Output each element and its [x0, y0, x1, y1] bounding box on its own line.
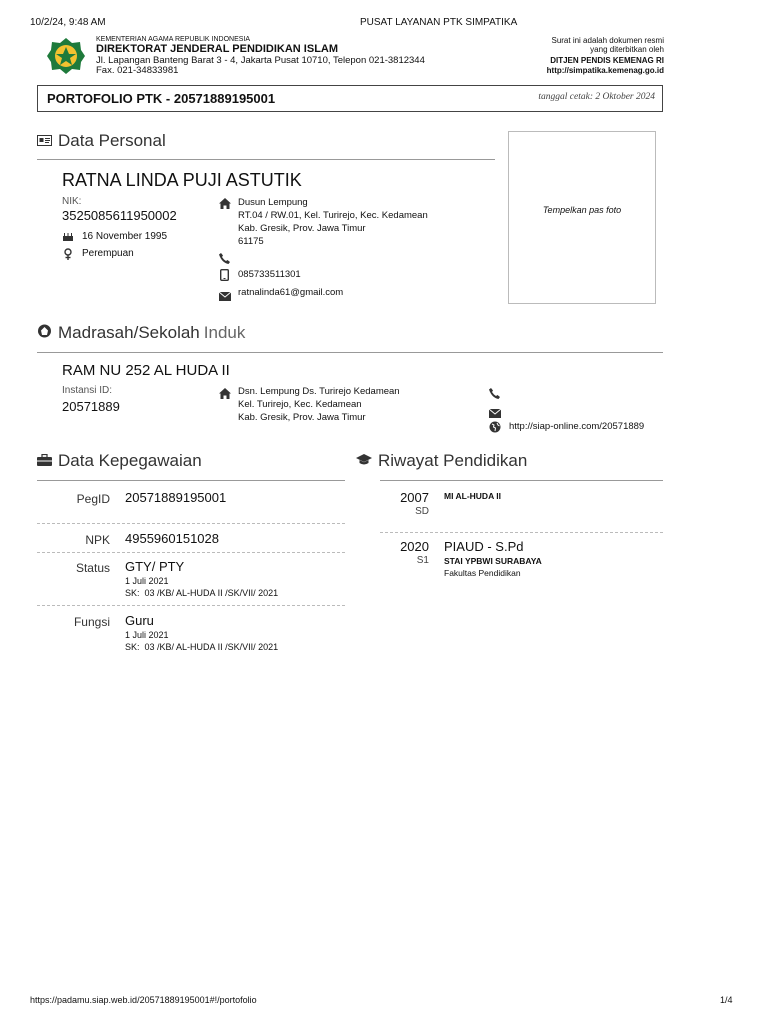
- pegid-value: 20571889195001: [125, 490, 227, 505]
- divider: [37, 605, 345, 606]
- nik-value: 3525085611950002: [62, 208, 177, 223]
- instansi-label: Instansi ID:: [62, 385, 113, 396]
- phone-icon: [219, 251, 230, 269]
- birthday-cake-icon: [62, 229, 74, 247]
- ministry-name: KEMENTERIAN AGAMA REPUBLIK INDONESIA: [96, 36, 251, 43]
- personal-email[interactable]: ratnalinda61@gmail.com: [238, 287, 344, 298]
- official-note-2: yang diterbitkan oleh: [590, 45, 664, 54]
- graduation-cap-icon: [356, 451, 372, 471]
- mobile-icon: [220, 268, 229, 286]
- photo-placeholder: [508, 131, 656, 304]
- gender: Perempuan: [82, 248, 134, 259]
- birth-date: 16 November 1995: [82, 231, 168, 242]
- fungsi-value: Guru: [125, 613, 154, 628]
- id-card-icon: [37, 131, 52, 151]
- school-section-title: Madrasah/Sekolah Induk: [37, 323, 245, 343]
- person-name: RATNA LINDA PUJI ASTUTIK: [62, 170, 302, 190]
- personal-mobile: 085733511301: [238, 269, 301, 280]
- school-website[interactable]: http://siap-online.com/20571889: [509, 421, 645, 432]
- status-date: 1 Juli 2021: [125, 576, 169, 586]
- npk-label: NPK: [85, 533, 110, 547]
- phone-icon: [489, 386, 500, 404]
- divider: [37, 352, 663, 353]
- edu-institution: MI AL-HUDA II: [444, 491, 501, 501]
- fungsi-label: Fungsi: [73, 615, 110, 629]
- divider: [380, 532, 663, 533]
- home-icon: [219, 196, 231, 214]
- email-icon: [219, 288, 231, 306]
- kemenag-logo: [46, 37, 86, 75]
- education-section-title: Riwayat Pendidikan: [356, 451, 527, 471]
- pegid-label: PegID: [76, 492, 110, 506]
- header-address: Jl. Lapangan Banteng Barat 3 - 4, Jakarta Pusat 10710, Telepon 021-3812344: [96, 55, 425, 66]
- npk-value: 4955960151028: [125, 531, 219, 546]
- personal-section-title: Data Personal: [37, 131, 166, 151]
- divider: [37, 159, 495, 160]
- directorate-name: DIREKTORAT JENDERAL PENDIDIKAN ISLAM: [96, 43, 339, 55]
- fungsi-date: 1 Juli 2021: [125, 630, 169, 640]
- school-name: RAM NU 252 AL HUDA II: [62, 362, 230, 379]
- edu-program: PIAUD - S.Pd: [444, 539, 524, 554]
- portfolio-header: [37, 85, 663, 112]
- edu-year: 2007: [400, 490, 429, 505]
- status-sk: SK: 03 /KB/ AL-HUDA II /SK/VII/ 2021: [125, 588, 279, 598]
- divider: [37, 480, 345, 481]
- issuer-website: http://simpatika.kemenag.go.id: [546, 66, 664, 75]
- briefcase-icon: [37, 451, 52, 471]
- print-page-count: 1/4: [720, 995, 733, 1005]
- print-date: tanggal cetak: 2 Oktober 2024: [538, 92, 655, 102]
- personal-address: Dusun Lempung RT.04 / RW.01, Kel. Turirejo, Kec. Kedamean Kab. Gresik, Prov. Jawa Timur 61175: [238, 197, 428, 247]
- school-icon: [37, 323, 52, 343]
- photo-placeholder-text: Tempelkan pas foto: [542, 205, 622, 215]
- status-value: GTY/ PTY: [125, 559, 185, 574]
- divider: [37, 552, 345, 553]
- divider: [380, 480, 663, 481]
- nik-label: NIK:: [62, 196, 82, 207]
- edu-institution: STAI YPBWI SURABAYA: [444, 556, 542, 566]
- print-url[interactable]: https://padamu.siap.web.id/20571889195001#!/portofolio: [30, 995, 257, 1005]
- divider: [37, 523, 345, 524]
- issuer: DITJEN PENDIS KEMENAG RI: [550, 56, 664, 65]
- edu-faculty: Fakultas Pendidikan: [444, 568, 521, 578]
- edu-level: S1: [416, 555, 429, 566]
- fungsi-sk: SK: 03 /KB/ AL-HUDA II /SK/VII/ 2021: [125, 642, 279, 652]
- header-fax: Fax. 021-34833981: [96, 65, 179, 76]
- home-icon: [219, 386, 231, 404]
- edu-level: SD: [415, 506, 429, 517]
- female-icon: [62, 247, 74, 265]
- school-address: Dsn. Lempung Ds. Turirejo Kedamean Kel. Turirejo, Kec. Kedamean Kab. Gresik, Prov. Jawa Timur: [238, 386, 400, 423]
- portfolio-title: PORTOFOLIO PTK - 20571889195001: [47, 91, 276, 106]
- print-page-title: PUSAT LAYANAN PTK SIMPATIKA: [360, 17, 518, 28]
- instansi-id: 20571889: [62, 399, 120, 414]
- official-note-1: Surat ini adalah dokumen resmi: [551, 36, 664, 45]
- employment-section-title: Data Kepegawaian: [37, 451, 202, 471]
- status-label: Status: [75, 561, 110, 575]
- globe-icon: [489, 420, 501, 438]
- print-datetime: 10/2/24, 9:48 AM: [30, 17, 106, 28]
- edu-year: 2020: [400, 539, 429, 554]
